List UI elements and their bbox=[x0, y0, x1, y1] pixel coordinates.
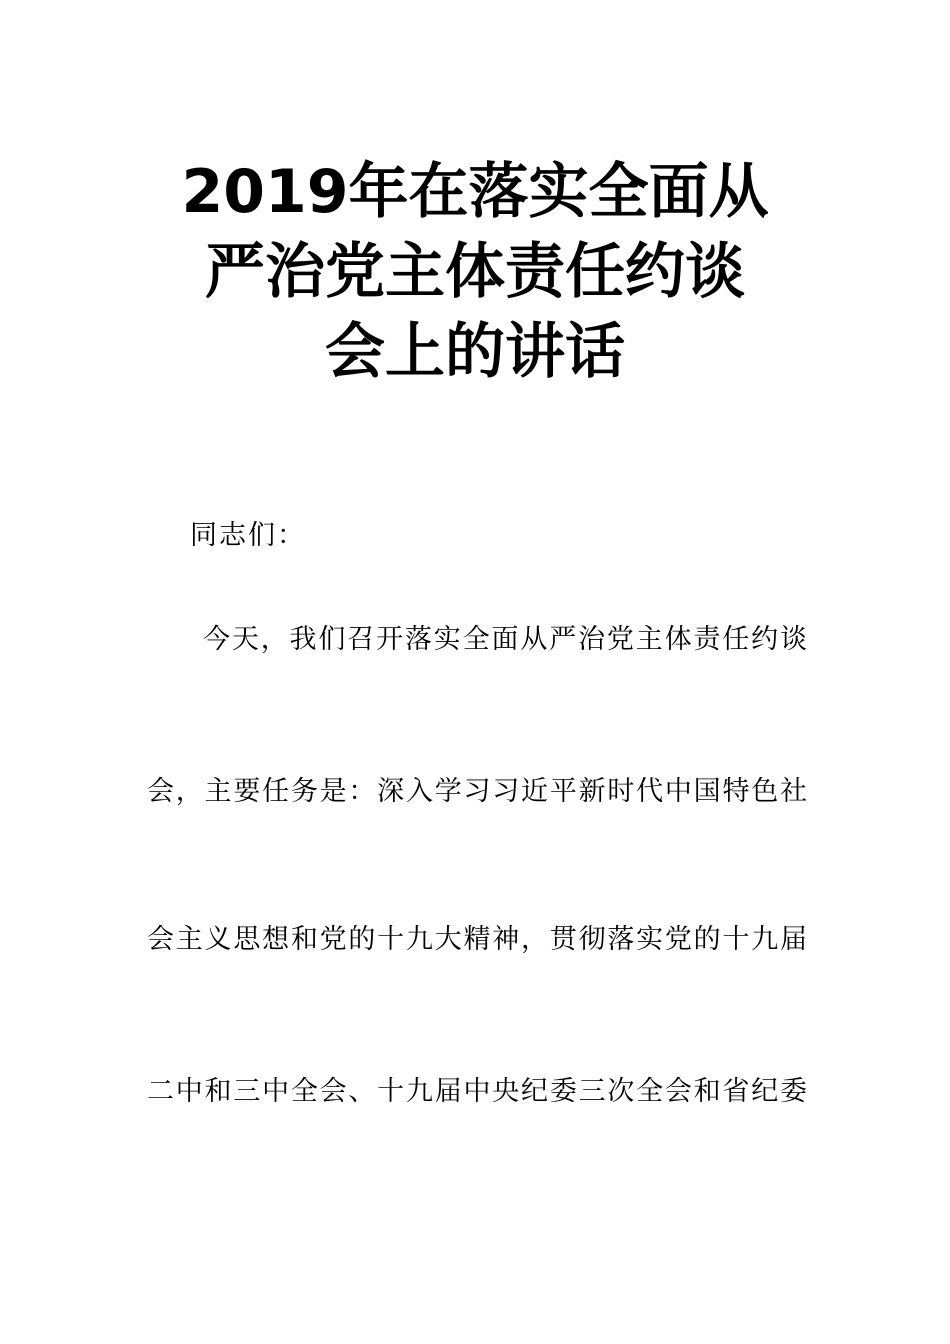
title-line: 严治党主体责任约谈 bbox=[205, 237, 745, 307]
title-line: 会上的讲话 bbox=[325, 317, 625, 387]
paragraph-line: 会主义思想和党的十九大精神，贯彻落实党的十九届 bbox=[147, 924, 807, 955]
paragraph-line: 今天，我们召开落实全面从严治党主体责任约谈 bbox=[203, 624, 807, 655]
paragraph-line: 会，主要任务是：深入学习习近平新时代中国特色社 bbox=[147, 776, 807, 807]
paragraph-line: 二中和三中全会、十九届中央纪委三次全会和省纪委 bbox=[147, 1076, 807, 1107]
salutation: 同志们： bbox=[190, 520, 306, 551]
document-title bbox=[0, 152, 950, 392]
title-line: 2019年在落实全面从 bbox=[181, 157, 769, 227]
